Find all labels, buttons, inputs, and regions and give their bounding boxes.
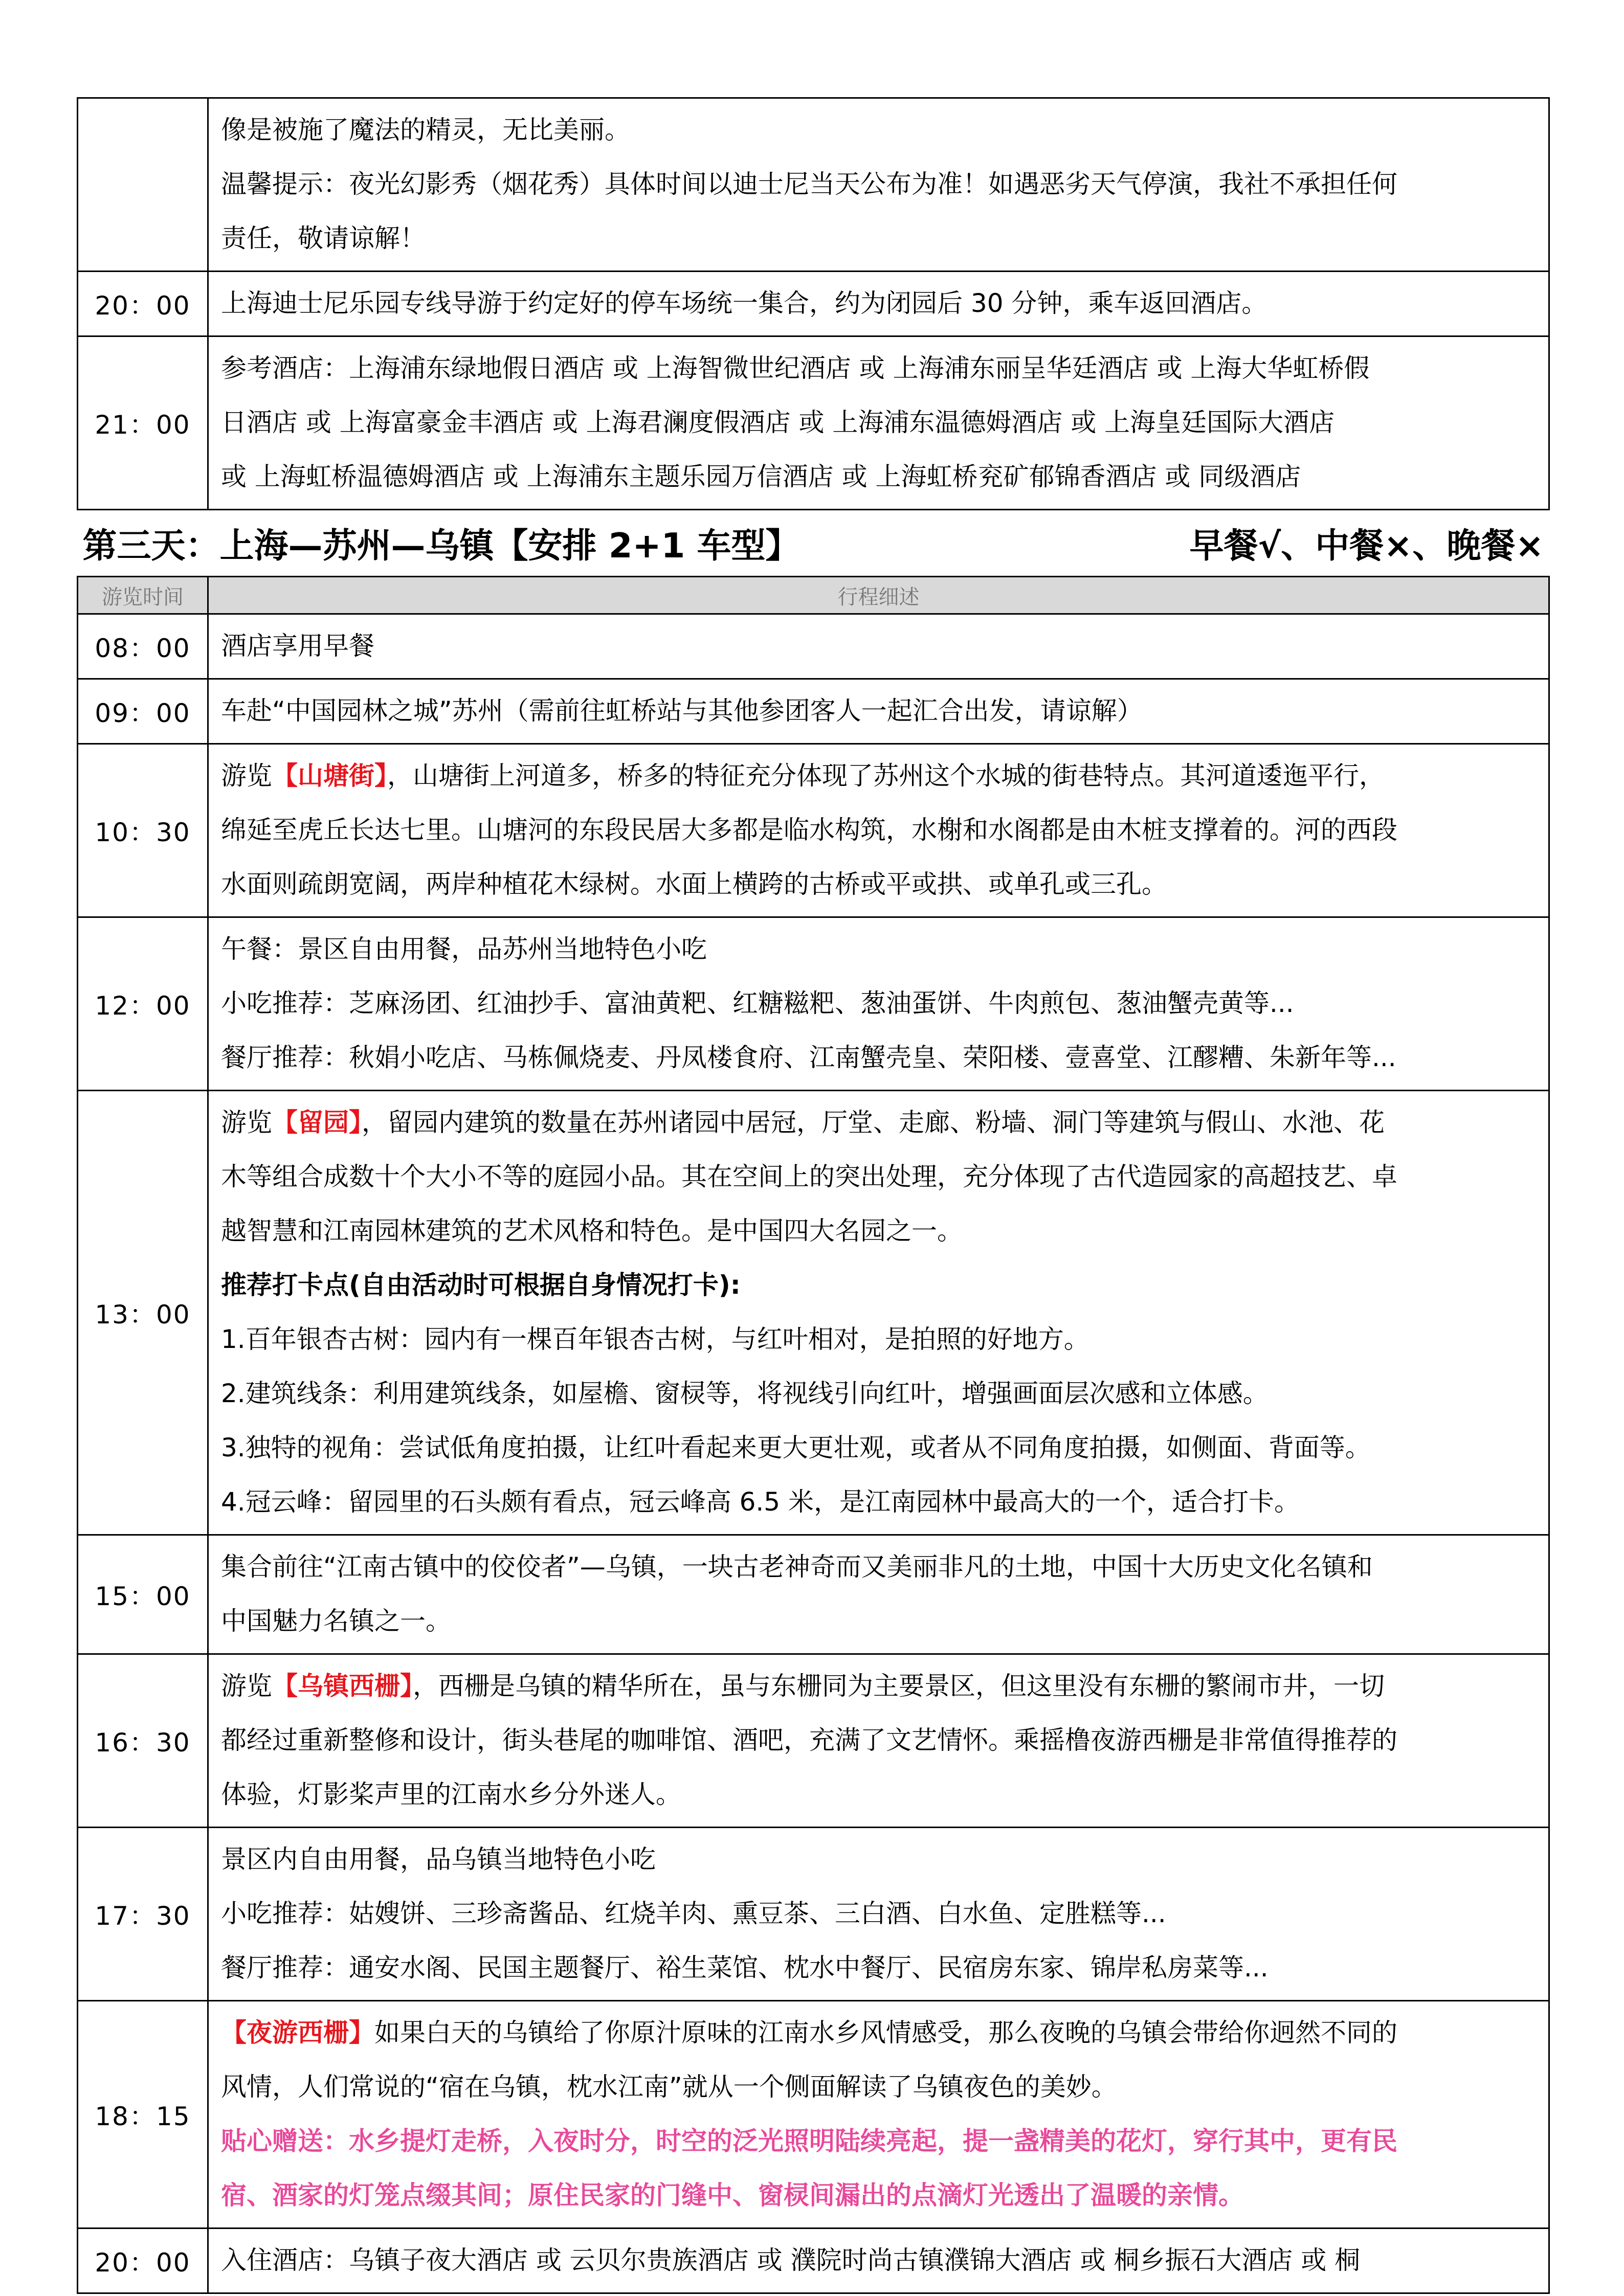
desc-line: 中国魅力名镇之一。 (221, 1606, 451, 1636)
desc-line: 入住酒店：乌镇子夜大酒店 或 云贝尔贵族酒店 或 濮院时尚古镇濮锦大酒店 或 桐乡振石大酒店 或 桐 (221, 2245, 1361, 2275)
desc-text: ，西栅是乌镇的精华所在，虽与东栅同为主要景区，但这里没有东栅的繁闹市井，一切 (413, 1671, 1385, 1701)
desc-cell (208, 1091, 1549, 1535)
spot-name: 【乌镇西栅】 (272, 1671, 413, 1701)
desc-cell (208, 272, 1549, 336)
desc-line: 餐厅推荐：通安水阁、民国主题餐厅、裕生菜馆、枕水中餐厅、民宿房东家、锦岸私房菜等... (221, 1953, 1269, 1983)
tips-title: 推荐打卡点(自由活动时可根据自身情况打卡): (221, 1270, 741, 1300)
day-heading (78, 510, 1549, 577)
desc-line (221, 2006, 1537, 2060)
desc-line: 小吃推荐：芝麻汤团、红油抄手、富油黄粑、红糖糍粑、葱油蛋饼、牛肉煎包、葱油蟹壳黄等... (221, 988, 1294, 1018)
desc-line: 责任，敬请谅解！ (221, 223, 426, 253)
day-title: 第三天：上海—苏州—乌镇【安排 2+1 车型】 (82, 526, 800, 566)
desc-text: ，留园内建筑的数量在苏州诸园中居冠，厅堂、走廊、粉墙、洞门等建筑与假山、水池、花 (362, 1108, 1385, 1137)
table-row (78, 272, 1549, 336)
desc-line: 集合前往“江南古镇中的佼佼者”—乌镇，一块古老神奇而又美丽非凡的土地，中国十大历史文化名镇和 (221, 1552, 1373, 1582)
desc-cell (208, 614, 1549, 679)
table-row (78, 1654, 1549, 1828)
time-cell: 20：00 (78, 2229, 208, 2293)
desc-cell (208, 917, 1549, 1091)
desc-line: 景区内自由用餐，品乌镇当地特色小吃 (221, 1844, 656, 1874)
time-cell: 20：00 (78, 272, 208, 336)
spot-name: 【留园】 (272, 1108, 362, 1137)
table-row (78, 2229, 1549, 2293)
time-cell: 15：00 (78, 1535, 208, 1654)
desc-cell (208, 1828, 1549, 2001)
desc-line: 像是被施了魔法的精灵，无比美丽。 (221, 115, 630, 145)
desc-line: 体验，灯影桨声里的江南水乡分外迷人。 (221, 1780, 681, 1809)
desc-line: 参考酒店：上海浦东绿地假日酒店 或 上海智微世纪酒店 或 上海浦东丽呈华廷酒店 或 上海大华虹桥假 (221, 353, 1370, 383)
time-cell: 10：30 (78, 744, 208, 917)
desc-line: 都经过重新整修和设计，街头巷尾的咖啡馆、酒吧，充满了文艺情怀。乘摇橹夜游西栅是非常值得推荐的 (221, 1725, 1397, 1755)
time-cell: 08：00 (78, 614, 208, 679)
desc-cell (208, 336, 1549, 510)
time-cell: 12：00 (78, 917, 208, 1091)
desc-line: 小吃推荐：姑嫂饼、三珍斋酱品、红烧羊肉、熏豆茶、三白酒、白水鱼、定胜糕等... (221, 1899, 1166, 1928)
tip-item: 1.百年银杏古树：园内有一棵百年银杏古树，与红叶相对，是拍照的好地方。 (221, 1324, 1089, 1354)
time-cell: 18：15 (78, 2001, 208, 2229)
table-row (78, 1535, 1549, 1654)
column-header-row (78, 577, 1549, 614)
desc-prefix: 游览 (221, 1671, 272, 1701)
tip-item: 2.建筑线条：利用建筑线条，如屋檐、窗棂等，将视线引向红叶，增强画面层次感和立体感。 (221, 1379, 1269, 1408)
desc-line: 日酒店 或 上海富豪金丰酒店 或 上海君澜度假酒店 或 上海浦东温德姆酒店 或 上海皇廷国际大酒店 (221, 408, 1335, 437)
day-meals: 早餐√、中餐×、晚餐× (1189, 526, 1544, 566)
desc-prefix: 游览 (221, 1108, 272, 1137)
desc-cell (208, 2229, 1549, 2293)
desc-line (221, 1095, 1537, 1150)
time-cell: 16：30 (78, 1654, 208, 1828)
table-row (78, 98, 1549, 272)
time-cell: 13：00 (78, 1091, 208, 1535)
table-row (78, 1828, 1549, 2001)
day-heading-row (78, 510, 1549, 577)
desc-cell (208, 1654, 1549, 1828)
table-row (78, 614, 1549, 679)
desc-prefix: 游览 (221, 761, 272, 791)
desc-line: 车赴“中国园林之城”苏州（需前往虹桥站与其他参团客人一起汇合出发，请谅解） (221, 696, 1143, 726)
tip-item: 3.独特的视角：尝试低角度拍摄，让红叶看起来更大更壮观，或者从不同角度拍摄，如侧面、背面等。 (221, 1433, 1371, 1462)
desc-cell (208, 1535, 1549, 1654)
desc-text: ，山塘街上河道多，桥多的特征充分体现了苏州这个水城的街巷特点。其河道逶迤平行， (387, 761, 1385, 791)
desc-line: 绵延至虎丘长达七里。山塘河的东段民居大多都是临水构筑，水榭和水阁都是由木桩支撑着的。河的西段 (221, 815, 1397, 845)
desc-line: 木等组合成数十个大小不等的庭园小品。其在空间上的突出处理，充分体现了古代造园家的高超技艺、卓 (221, 1162, 1397, 1191)
desc-line: 水面则疏朗宽阔，两岸种植花木绿树。水面上横跨的古桥或平或拱、或单孔或三孔。 (221, 869, 1167, 899)
col-header-time: 游览时间 (78, 577, 208, 614)
gift-line: 宿、酒家的灯笼点缀其间；原住民家的门缝中、窗棂间漏出的点滴灯光透出了温暖的亲情。 (221, 2180, 1244, 2210)
desc-cell (208, 679, 1549, 744)
table-row (78, 1091, 1549, 1535)
desc-line: 餐厅推荐：秋娟小吃店、马栋佩烧麦、丹凤楼食府、江南蟹壳皇、荣阳楼、壹喜堂、江醪糟、朱新年等... (221, 1043, 1396, 1072)
time-cell (78, 98, 208, 272)
desc-line (221, 1659, 1537, 1713)
desc-line: 温馨提示：夜光幻影秀（烟花秀）具体时间以迪士尼当天公布为准！如遇恶劣天气停演，我社不承担任何 (221, 169, 1397, 199)
desc-line: 上海迪士尼乐园专线导游于约定好的停车场统一集合，约为闭园后 30 分钟，乘车返回酒店。 (221, 288, 1267, 318)
desc-line: 酒店享用早餐 (221, 631, 374, 661)
desc-line: 午餐：景区自由用餐，品苏州当地特色小吃 (221, 934, 707, 964)
col-header-desc: 行程细述 (208, 577, 1549, 614)
desc-line: 越智慧和江南园林建筑的艺术风格和特色。是中国四大名园之一。 (221, 1216, 963, 1246)
desc-cell (208, 2001, 1549, 2229)
desc-cell (208, 98, 1549, 272)
desc-cell (208, 744, 1549, 917)
table-row (78, 2001, 1549, 2229)
time-cell: 21：00 (78, 336, 208, 510)
gift-line: 贴心赠送：水乡提灯走桥，入夜时分，时空的泛光照明陆续亮起，提一盏精美的花灯，穿行其中，更有民 (221, 2126, 1397, 2156)
itinerary-page (77, 97, 1550, 2294)
tip-item: 4.冠云峰：留园里的石头颇有看点，冠云峰高 6.5 米，是江南园林中最高大的一个，适合打卡。 (221, 1487, 1300, 1517)
spot-name: 【山塘街】 (272, 761, 387, 791)
time-cell: 09：00 (78, 679, 208, 744)
table-row (78, 917, 1549, 1091)
itinerary-table (77, 97, 1550, 2294)
desc-line: 或 上海虹桥温德姆酒店 或 上海浦东主题乐园万信酒店 或 上海虹桥兖矿郁锦香酒店 或 同级酒店 (221, 462, 1301, 491)
time-cell: 17：30 (78, 1828, 208, 2001)
table-row (78, 744, 1549, 917)
desc-text: 如果白天的乌镇给了你原汁原味的江南水乡风情感受，那么夜晚的乌镇会带给你迥然不同的 (374, 2018, 1397, 2047)
table-row (78, 679, 1549, 744)
table-row (78, 336, 1549, 510)
desc-line: 风情，人们常说的“宿在乌镇，枕水江南”就从一个侧面解读了乌镇夜色的美妙。 (221, 2072, 1117, 2102)
desc-line (221, 749, 1537, 803)
spot-name: 【夜游西栅】 (221, 2018, 374, 2047)
